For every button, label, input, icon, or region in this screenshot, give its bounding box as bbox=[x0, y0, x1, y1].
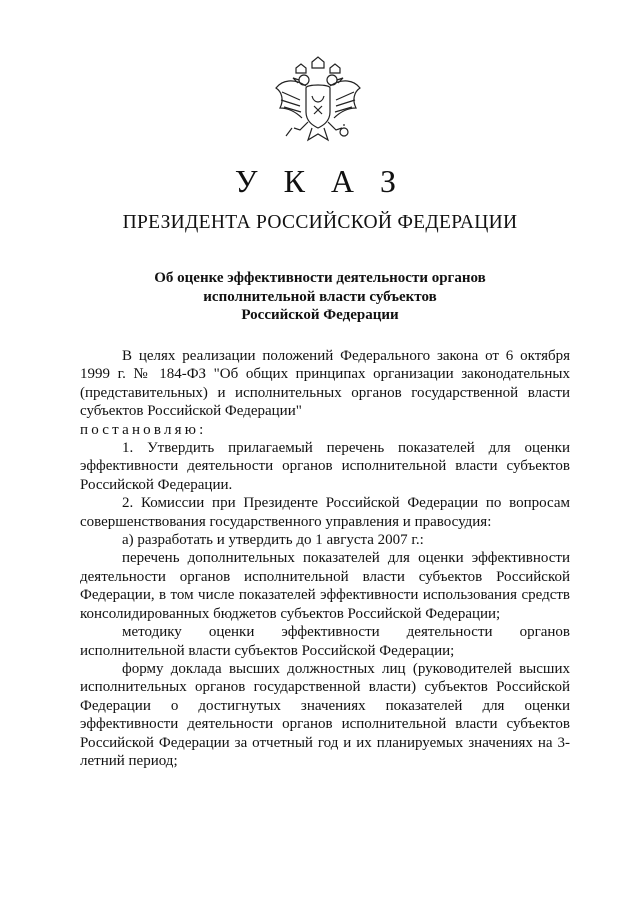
paragraph-2a-list-1: перечень дополнительных показателей для оценки эффективности деятельности органов исполнительной власти субъектов Российской Федерации, в том числе показателей эффективности использования средств консолидированных бюджетов субъектов Российской Федерации; bbox=[80, 550, 570, 622]
paragraph-2a-list-2: методику оценки эффективности деятельности органов исполнительной власти субъектов Российской Федерации; bbox=[80, 624, 570, 659]
decree-heading bbox=[0, 269, 640, 325]
paragraph-2: 2. Комиссии при Президенте Российской Федерации по вопросам совершенствования государственного управления и правосудия: bbox=[80, 495, 570, 530]
paragraph-2a: а) разработать и утвердить до 1 августа 2007 г.: bbox=[122, 532, 424, 549]
paragraph-1: 1. Утвердить прилагаемый перечень показателей для оценки эффективности деятельности органов исполнительной власти субъектов Российской Федерации. bbox=[80, 440, 570, 493]
decree-subtitle: ПРЕЗИДЕНТА РОССИЙСКОЙ ФЕДЕРАЦИИ bbox=[122, 212, 518, 233]
preamble-paragraph: В целях реализации положений Федерального закона от 6 октября 1999 г. № 184-ФЗ "Об общих принципах организации законодательных (представительных) и исполнительных органов государственной власти субъектов Российской Федерации" bbox=[80, 348, 570, 420]
decree-body bbox=[80, 347, 570, 770]
heading-line-2: исполнительной власти субъектов bbox=[203, 288, 437, 305]
decree-title: У К А З bbox=[234, 163, 406, 199]
heading-line-1: Об оценке эффективности деятельности органов bbox=[154, 270, 486, 286]
resolve-word: постановляю: bbox=[80, 421, 207, 438]
heading-line-3: Российской Федерации bbox=[241, 307, 399, 323]
coat-of-arms-icon bbox=[272, 56, 364, 150]
paragraph-2a-list-3: форму доклада высших должностных лиц (руководителей высших исполнительных органов государственной власти) субъектов Российской Федерации о достигнутых значениях показателей для оценки эффективности деятельности органов исполнительной власти субъектов Российской Федерации за отчетный год и их планируемых значениях на 3-летний период; bbox=[80, 660, 570, 769]
